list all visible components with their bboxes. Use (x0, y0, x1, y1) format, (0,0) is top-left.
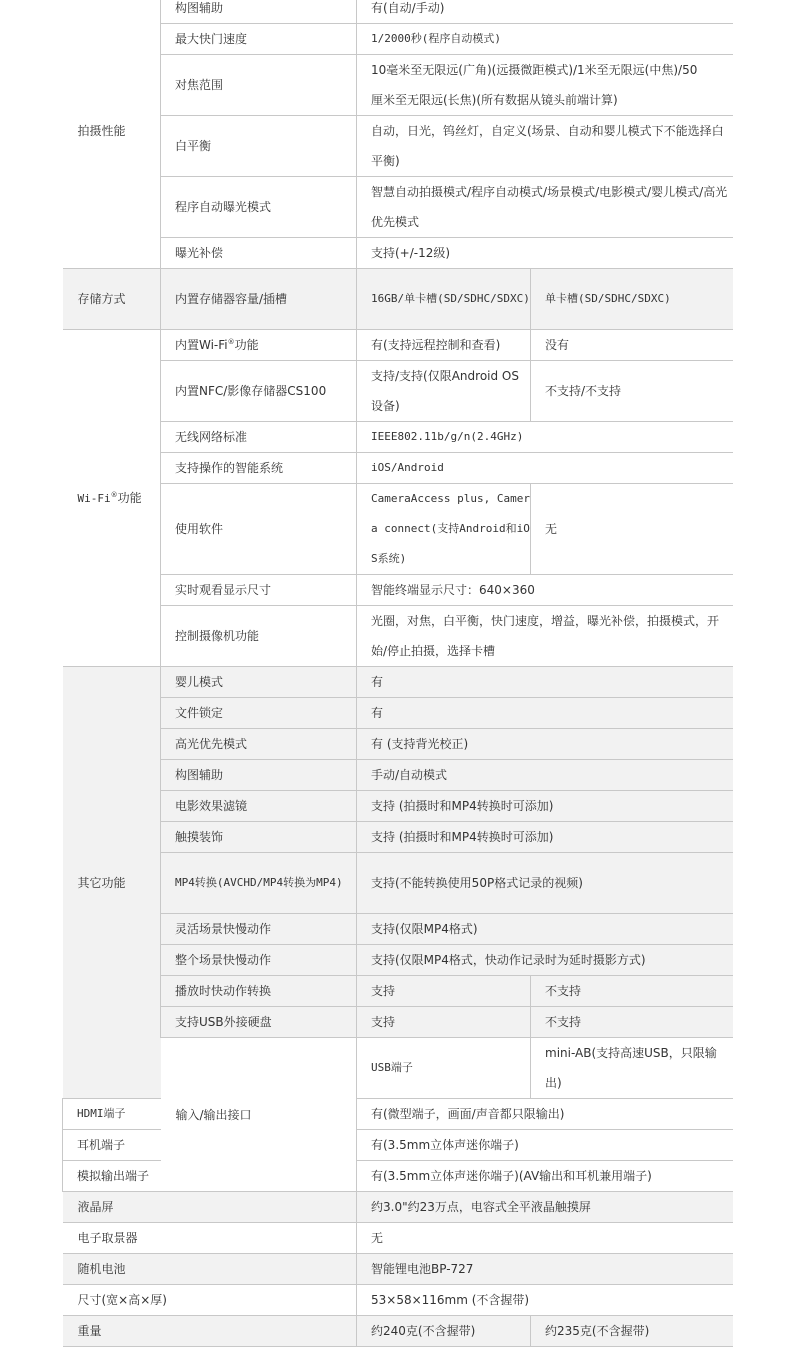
table-row (63, 484, 733, 575)
row-label: 内置存储器容量/插槽 (161, 269, 357, 330)
row-value-a: 支持/支持(仅限Android OS设备) (357, 361, 531, 422)
row-value-a: 16GB/单卡槽(SD/SDHC/SDXC) (357, 269, 531, 330)
row-label: 对焦范围 (161, 55, 357, 116)
table-row (63, 269, 733, 330)
group-wifi (63, 330, 161, 667)
row-value: 手动/自动模式 (357, 760, 733, 791)
row-label: 程序自动曝光模式 (161, 177, 357, 238)
table-row (63, 698, 733, 729)
table-row (63, 729, 733, 760)
group-other: 其它功能 (63, 667, 161, 1099)
row-value-b: 不支持 (531, 976, 733, 1007)
registered-mark: ® (227, 338, 235, 346)
group-io: 输入/输出接口 (161, 1038, 357, 1192)
table-row (63, 1192, 733, 1223)
registered-mark: ® (110, 490, 118, 499)
table-row (63, 24, 733, 55)
row-label: 整个场景快慢动作 (161, 945, 357, 976)
row-label: 触摸装饰 (161, 822, 357, 853)
row-label: 构图辅助 (161, 760, 357, 791)
group-battery: 随机电池 (63, 1254, 357, 1285)
row-value-a: 支持 (357, 976, 531, 1007)
table-row (63, 55, 733, 116)
row-value: IEEE802.11b/g/n(2.4GHz) (357, 422, 733, 453)
row-label: 模拟输出端子 (63, 1161, 161, 1192)
table-row (63, 1285, 733, 1316)
group-shooting: 拍摄性能 (63, 0, 161, 269)
group-storage: 存储方式 (63, 269, 161, 330)
table-row (63, 667, 733, 698)
table-row (63, 238, 733, 269)
row-label: 白平衡 (161, 116, 357, 177)
row-value-b: 约235克(不含握带) (531, 1316, 733, 1347)
row-label: 内置NFC/影像存储器CS100 (161, 361, 357, 422)
table-row (63, 606, 733, 667)
row-label: 支持USB外接硬盘 (161, 1007, 357, 1038)
row-label: 使用软件 (161, 484, 357, 575)
row-value-b: 没有 (531, 330, 733, 361)
row-value: 有 (357, 667, 733, 698)
row-label: 文件锁定 (161, 698, 357, 729)
row-value: 支持 (拍摄时和MP4转换时可添加) (357, 791, 733, 822)
row-value: 1/2000秒(程序自动模式) (357, 24, 733, 55)
table-row (63, 822, 733, 853)
row-value: 智能终端显示尺寸：640×360 (357, 575, 733, 606)
row-value-a: 约240克(不含握带) (357, 1316, 531, 1347)
row-label (161, 330, 357, 361)
row-value: mini-AB(支持高速USB，只限输出) (531, 1038, 733, 1099)
row-label: USB端子 (357, 1038, 531, 1099)
row-label: 控制摄像机功能 (161, 606, 357, 667)
table-row (63, 116, 733, 177)
table-row (63, 422, 733, 453)
table-row (63, 760, 733, 791)
row-value: 53×58×116mm (不含握带) (357, 1285, 733, 1316)
row-label: 曝光补偿 (161, 238, 357, 269)
table-row (63, 1254, 733, 1285)
row-value-b: 无 (531, 484, 733, 575)
row-label: 耳机端子 (63, 1130, 161, 1161)
row-value: 约3.0"约23万点，电容式全平液晶触摸屏 (357, 1192, 733, 1223)
table-row (63, 330, 733, 361)
row-label: 电影效果滤镜 (161, 791, 357, 822)
group-wifi-suffix: 功能 (117, 490, 142, 505)
row-value: 10毫米至无限远(广角)(远摄微距模式)/1米至无限远(中焦)/50厘米至无限远(长焦)(所有数据从镜头前端计算) (357, 55, 733, 116)
row-label: 无线网络标准 (161, 422, 357, 453)
table-row (63, 177, 733, 238)
table-row (63, 0, 733, 24)
table-row (63, 1316, 733, 1347)
row-label: 支持操作的智能系统 (161, 453, 357, 484)
group-lcd: 液晶屏 (63, 1192, 357, 1223)
row-label: 播放时快动作转换 (161, 976, 357, 1007)
table-row (63, 914, 733, 945)
row-value: 有(微型端子，画面/声音都只限输出) (357, 1099, 733, 1130)
row-value: 有 (357, 698, 733, 729)
table-row (63, 1007, 733, 1038)
table-row (63, 1223, 733, 1254)
group-wifi-label: Wi-Fi (77, 491, 111, 505)
row-value-b: 不支持/不支持 (531, 361, 733, 422)
row-value: 支持(仅限MP4格式) (357, 914, 733, 945)
group-evf: 电子取景器 (63, 1223, 357, 1254)
row-value: 无 (357, 1223, 733, 1254)
row-value: 有(3.5mm立体声迷你端子)(AV输出和耳机兼用端子) (357, 1161, 733, 1192)
table-row (63, 361, 733, 422)
row-label: 高光优先模式 (161, 729, 357, 760)
row-value: 支持 (拍摄时和MP4转换时可添加) (357, 822, 733, 853)
row-value: 支持(+/-12级) (357, 238, 733, 269)
row-value: 光圈，对焦，白平衡，快门速度，增益，曝光补偿，拍摄模式，开始/停止拍摄，选择卡槽 (357, 606, 733, 667)
table-row (63, 853, 733, 914)
row-label: 实时观看显示尺寸 (161, 575, 357, 606)
row-value: 支持(不能转换使用50P格式记录的视频) (357, 853, 733, 914)
row-label: HDMI端子 (63, 1099, 161, 1130)
row-label: MP4转换(AVCHD/MP4转换为MP4) (161, 853, 357, 914)
row-value: 自动，日光，钨丝灯，自定义(场景、自动和婴儿模式下不能选择白平衡) (357, 116, 733, 177)
row-value-a: CameraAccess plus, Camera connect(支持Android和iOS系统) (357, 484, 531, 575)
row-value: iOS/Android (357, 453, 733, 484)
row-value: 有(自动/手动) (357, 0, 733, 24)
row-value: 有(3.5mm立体声迷你端子) (357, 1130, 733, 1161)
table-row (63, 575, 733, 606)
table-row (63, 976, 733, 1007)
label-pre: 内置Wi-Fi (175, 338, 228, 352)
group-weight: 重量 (63, 1316, 357, 1347)
table-row (63, 1038, 733, 1099)
row-label: 灵活场景快慢动作 (161, 914, 357, 945)
row-value-a: 有(支持远程控制和查看) (357, 330, 531, 361)
spec-table (62, 0, 733, 1347)
row-value-b: 不支持 (531, 1007, 733, 1038)
group-size: 尺寸(宽×高×厚) (63, 1285, 357, 1316)
table-row (63, 791, 733, 822)
row-label: 婴儿模式 (161, 667, 357, 698)
row-label: 构图辅助 (161, 0, 357, 24)
label-post: 功能 (234, 338, 259, 352)
row-value: 智慧自动拍摄模式/程序自动模式/场景模式/电影模式/婴儿模式/高光优先模式 (357, 177, 733, 238)
row-value-a: 支持 (357, 1007, 531, 1038)
row-value-b: 单卡槽(SD/SDHC/SDXC) (531, 269, 733, 330)
table-row (63, 945, 733, 976)
table-row (63, 453, 733, 484)
row-value: 智能锂电池BP-727 (357, 1254, 733, 1285)
row-value: 有 (支持背光校正) (357, 729, 733, 760)
row-value: 支持(仅限MP4格式，快动作记录时为延时摄影方式) (357, 945, 733, 976)
row-label: 最大快门速度 (161, 24, 357, 55)
